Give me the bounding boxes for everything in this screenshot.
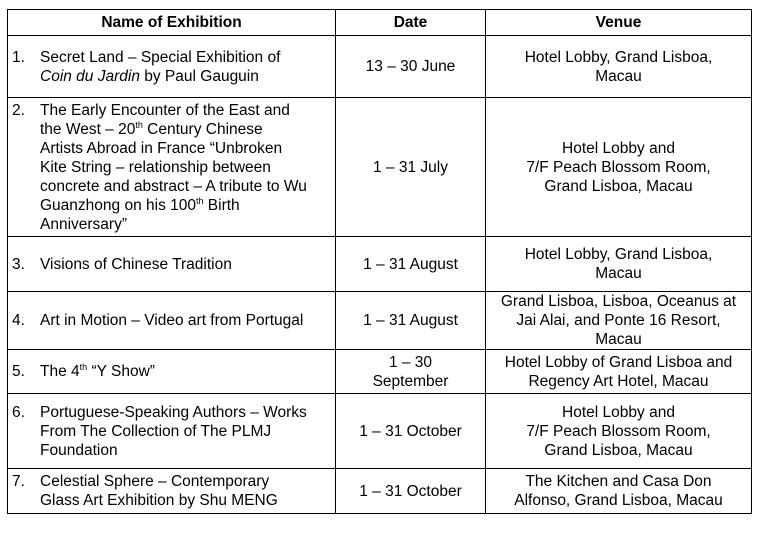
name-line: The Early Encounter of the East and <box>40 101 290 119</box>
row-number: 4. <box>12 312 25 329</box>
header-row <box>8 10 752 36</box>
venue-line: Hotel Lobby and <box>562 139 675 157</box>
exhibition-venue <box>486 98 752 237</box>
name-line: “Y Show” <box>87 363 155 380</box>
name-line: Foundation <box>40 441 118 459</box>
exhibition-name <box>8 292 336 350</box>
exhibition-venue <box>486 237 752 292</box>
name-line: Guanzhong on his 100 <box>40 196 196 214</box>
name-line: From The Collection of The PLMJ <box>40 422 272 440</box>
table-row <box>8 350 752 394</box>
header-date: Date <box>336 10 486 36</box>
venue-line: Grand Lisboa, Macau <box>544 177 693 195</box>
table-row <box>8 98 752 237</box>
venue-line: Macau <box>595 265 642 282</box>
venue-line: The Kitchen and Casa Don <box>525 473 712 490</box>
exhibition-date <box>336 350 486 394</box>
table-row <box>8 237 752 292</box>
exhibition-name <box>8 469 336 514</box>
name-line: Anniversary” <box>40 215 127 233</box>
venue-line: 7/F Peach Blossom Room, <box>526 422 711 440</box>
exhibition-name <box>8 36 336 98</box>
row-number: 7. <box>12 473 25 490</box>
table-row <box>8 36 752 98</box>
venue-line: Grand Lisboa, Macau <box>544 441 693 459</box>
exhibition-venue <box>486 394 752 469</box>
exhibition-venue <box>486 350 752 394</box>
name-line: Century Chinese <box>142 120 263 138</box>
name-line: Birth <box>203 196 240 214</box>
venue-line: Macau <box>595 67 642 85</box>
venue-line: Grand Lisboa, Lisboa, Oceanus at <box>500 293 737 310</box>
exhibition-name <box>8 394 336 469</box>
name-line: the West – 20 <box>40 120 136 138</box>
name-line: Glass Art Exhibition by Shu MENG <box>40 492 278 509</box>
name-line: Art in Motion – Video art from Portugal <box>40 312 304 329</box>
name-line: Secret Land – Special Exhibition of <box>40 48 281 66</box>
exhibition-date: 1 – 31 July <box>336 98 486 237</box>
table-row <box>8 469 752 514</box>
exhibition-name <box>8 237 336 292</box>
ordinal-suffix: th <box>79 361 88 372</box>
venue-line: Hotel Lobby of Grand Lisboa and <box>504 353 733 371</box>
name-line: Visions of Chinese Tradition <box>40 255 232 273</box>
exhibition-date: 1 – 31 August <box>336 237 486 292</box>
venue-line: Hotel Lobby, Grand Lisboa, <box>524 246 713 263</box>
name-line: The 4 <box>40 363 80 380</box>
row-number: 6. <box>12 403 25 421</box>
ordinal-suffix: th <box>195 195 204 206</box>
exhibition-date: 1 – 31 October <box>336 469 486 514</box>
exhibition-date: 1 – 31 August <box>336 292 486 350</box>
header-venue: Venue <box>486 10 752 36</box>
venue-line: Jai Alai, and Ponte 16 Resort, <box>516 312 721 329</box>
ordinal-suffix: th <box>135 119 143 130</box>
name-line: concrete and abstract – A tribute to Wu <box>40 177 307 195</box>
exhibition-name <box>8 98 336 237</box>
row-number: 2. <box>12 101 25 119</box>
name-line: by Paul Gauguin <box>139 67 259 85</box>
name-line: Kite String – relationship between <box>40 158 271 176</box>
name-line: Celestial Sphere – Contemporary <box>40 473 270 490</box>
artwork-title: Coin du Jardin <box>40 67 140 85</box>
exhibition-table <box>7 9 752 514</box>
venue-line: Hotel Lobby, Grand Lisboa, <box>524 48 713 66</box>
venue-line: Hotel Lobby and <box>562 403 675 421</box>
row-number: 1. <box>12 48 25 66</box>
exhibition-venue <box>486 469 752 514</box>
name-line: Portuguese-Speaking Authors – Works <box>40 403 307 421</box>
name-line: Artists Abroad in France “Unbroken <box>40 139 283 157</box>
exhibition-name <box>8 350 336 394</box>
exhibition-venue <box>486 292 752 350</box>
table-row <box>8 394 752 469</box>
row-number: 3. <box>12 255 25 273</box>
row-number: 5. <box>12 363 25 380</box>
date-line: September <box>372 372 449 390</box>
header-name: Name of Exhibition <box>8 10 336 36</box>
venue-line: Alfonso, Grand Lisboa, Macau <box>514 492 723 509</box>
date-line: 1 – 30 <box>388 353 433 371</box>
venue-line: 7/F Peach Blossom Room, <box>526 158 711 176</box>
table-row <box>8 292 752 350</box>
venue-line: Macau <box>595 331 642 348</box>
exhibition-date: 13 – 30 June <box>336 36 486 98</box>
exhibition-date: 1 – 31 October <box>336 394 486 469</box>
exhibition-venue <box>486 36 752 98</box>
venue-line: Regency Art Hotel, Macau <box>528 372 709 390</box>
